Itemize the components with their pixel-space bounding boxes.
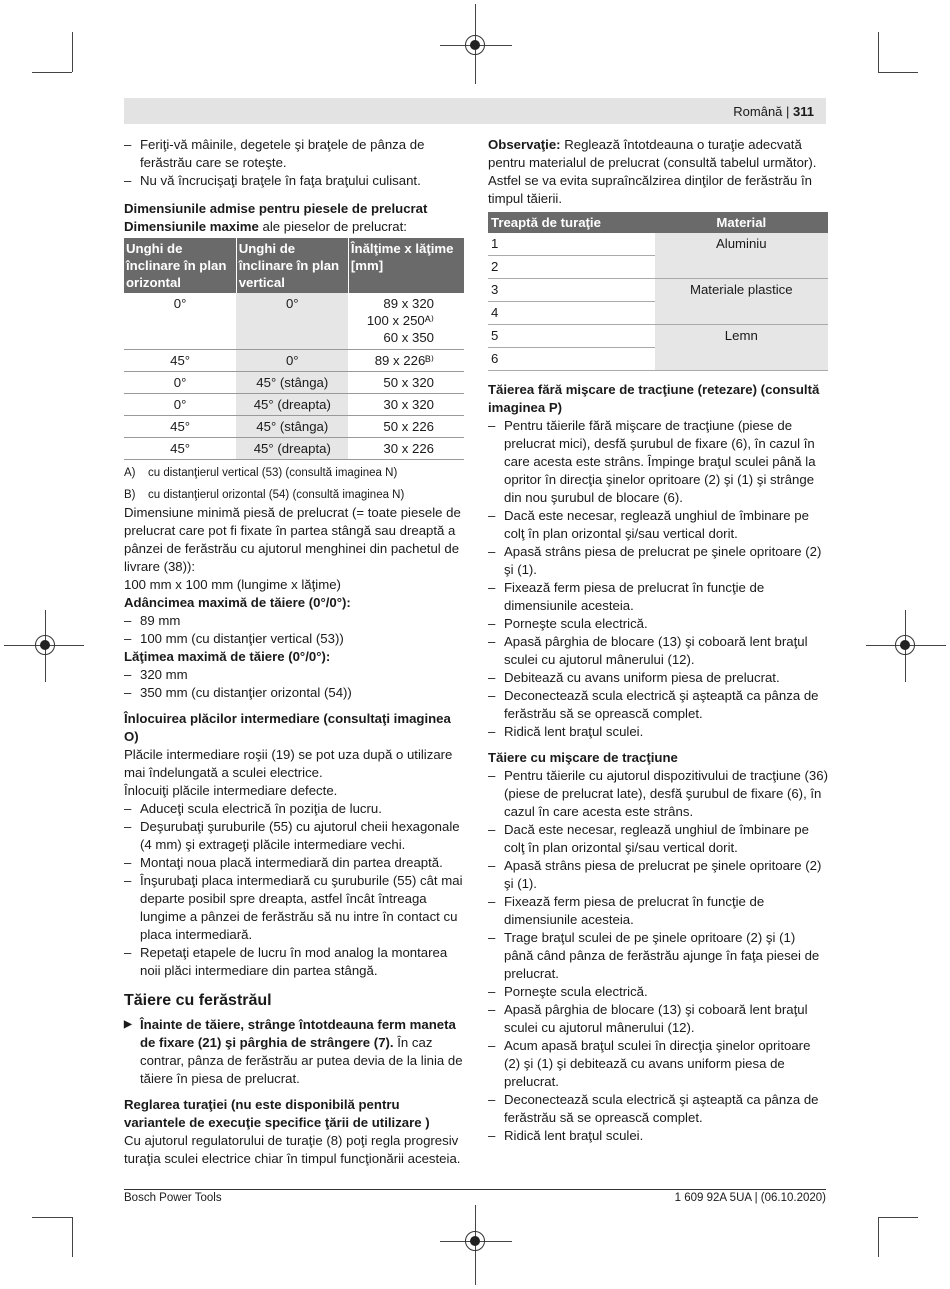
list-item: – Pentru tăierile fără mişcare de tracţiune (piese de prelucrat mici), desfă şurubul de fixare (6), în cazul în care acesta este strâns. Împinge braţul sculei până la opritor în direcţia şinelor opritoare (2) şi (1) şi strânge din nou şurubul de blocare (6).	[488, 417, 828, 507]
table-cell: 0°	[236, 293, 348, 349]
paragraph: 100 mm x 100 mm (lungime x lăţime)	[124, 576, 341, 592]
list-item: – 89 mm	[124, 612, 464, 630]
registration-mark-icon	[465, 35, 485, 55]
table-cell: 45°	[124, 415, 236, 437]
paragraph: Cu ajutorul regulatorului de turaţie (8) poţi regla progresiv turaţia sculei electrice chiar în timpul funcţionării acesteia.	[124, 1132, 461, 1166]
crop-mark	[32, 72, 72, 73]
list-item: – Înşurubaţi placa intermediară cu şuruburile (55) cât mai departe posibil spre dreapta, astfel încât întreaga lungime a pânzei de ferăstrău să nu intre în contact cu placa intermediară.	[124, 872, 464, 944]
table-cell: 45° (dreapta)	[236, 437, 348, 459]
list-item: – Ridică lent braţul sculei.	[488, 723, 828, 741]
footer-docid: 1 609 92A 5UA | (06.10.2020)	[674, 1192, 826, 1204]
table-cell: 5	[488, 325, 655, 348]
list-item: – Fixează ferm piesa de prelucrat în funcţie de dimensiunile acesteia.	[488, 579, 828, 615]
right-column	[488, 136, 828, 1145]
list-item: – Feriţi-vă mâinile, degetele şi braţele de pânza de ferăstrău care se roteşte.	[124, 136, 464, 172]
paragraph: Plăcile intermediare roşii (19) se pot uza după o utilizare mai îndelungată a sculei electrice.	[124, 746, 453, 780]
table-cell: 30 x 226	[348, 437, 464, 459]
crop-mark	[72, 32, 73, 72]
table-cell: 45° (dreapta)	[236, 393, 348, 415]
crop-mark	[72, 1217, 73, 1257]
table-cell: 89 x 226ᴮ⁾	[348, 349, 464, 371]
table-cell: 6	[488, 348, 655, 371]
registration-mark-icon	[35, 635, 55, 655]
list-item: – Deşurubaţi şuruburile (55) cu ajutorul cheii hexagonale (4 mm) şi extrageţi plăcile intermediare vechi.	[124, 818, 464, 854]
table-row	[124, 349, 464, 371]
registration-mark-icon	[895, 635, 915, 655]
table-footnote: A) cu distanţierul vertical (53) (consultă imaginea N)	[124, 466, 398, 479]
list-item: – Montaţi noua placă intermediară din partea dreaptă.	[124, 854, 464, 872]
table-row	[488, 279, 828, 302]
table-row	[488, 233, 828, 256]
table-row	[124, 393, 464, 415]
list-item: – Apasă strâns piesa de prelucrat pe şinele opritoare (2) şi (1).	[488, 543, 828, 579]
table-cell: 1	[488, 233, 655, 256]
list-item: – Deconectează scula electrică şi aşteaptă ca pânza de ferăstrău să se oprească complet.	[488, 687, 828, 723]
registration-mark-icon	[465, 1231, 485, 1251]
table-cell: 30 x 320	[348, 393, 464, 415]
table-cell: 0°	[236, 349, 348, 371]
paragraph: Dimensiune minimă piesă de prelucrat (= toate piesele de prelucrat care pot fi fixate în partea stângă sau dreaptă a pânzei de ferăstrău cu ajutorul menghinei din pachetul de livrare (38)):	[124, 504, 461, 574]
section-heading: Adâncimea maximă de tăiere (0°/0°):	[124, 594, 351, 610]
footer-brand: Bosch Power Tools	[124, 1192, 222, 1204]
table-header: Material	[655, 212, 828, 233]
table-cell: 45°	[124, 349, 236, 371]
list-item: – Dacă este necesar, reglează unghiul de îmbinare pe colţ în plan orizontal şi/sau vertical dorit.	[488, 821, 828, 857]
header-band	[124, 98, 826, 124]
footer-rule	[124, 1189, 826, 1190]
table-cell: Materiale plastice	[655, 279, 828, 325]
table-header: Unghi de înclinare în plan orizontal	[124, 238, 236, 293]
section-heading: Tăierea fără mişcare de tracţiune (retezare) (consultă imaginea P)	[488, 382, 820, 415]
dimensions-table	[124, 238, 464, 460]
list-item: – Ridică lent braţul sculei.	[488, 1127, 828, 1145]
warning-item: ▶ Înainte de tăiere, strânge întotdeauna ferm maneta de fixare (21) şi pârghia de strângere (7). În caz contrar, pânza de ferăstrău ar putea devia de la linia de tăiere în piesa de prelucrat.	[124, 1016, 464, 1088]
table-row	[488, 325, 828, 348]
table-cell: Lemn	[655, 325, 828, 371]
crop-mark	[32, 1217, 72, 1218]
table-row	[124, 371, 464, 393]
table-cell: 3	[488, 279, 655, 302]
list-item: – 100 mm (cu distanţier vertical (53))	[124, 630, 464, 648]
section-heading: Reglarea turaţiei (nu este disponibilă pentru variantele de execuţie specifice ţării de utilizare )	[124, 1096, 430, 1130]
table-cell: 45° (stânga)	[236, 415, 348, 437]
crop-mark	[878, 32, 879, 72]
crop-mark	[878, 72, 918, 73]
speed-table	[488, 212, 828, 371]
crop-mark	[878, 1217, 879, 1257]
list-item: – Pentru tăierile cu ajutorul dispozitivului de tracţiune (36) (piese de prelucrat late), desfă şurubul de fixare (6), în cazul în care acesta este strâns.	[488, 767, 828, 821]
list-item: – Acum apasă braţul sculei în direcţia şinelor opritoare (2) şi (1) şi debitează cu avans uniform piesa de prelucrat.	[488, 1037, 828, 1091]
table-cell: Aluminiu	[655, 233, 828, 279]
table-cell: 0°	[124, 371, 236, 393]
header-language: Română	[733, 104, 783, 119]
table-cell: 0°	[124, 393, 236, 415]
list-item: – 320 mm	[124, 666, 464, 684]
left-column	[124, 136, 464, 1168]
list-item: – Fixează ferm piesa de prelucrat în funcţie de dimensiunile acesteia.	[488, 893, 828, 929]
table-header: Unghi de înclinare în plan vertical	[236, 238, 348, 293]
list-item: – Apasă pârghia de blocare (13) şi coboară lent braţul sculei cu ajutorul mânerului (12).	[488, 633, 828, 669]
table-cell: 2	[488, 256, 655, 279]
list-item: – 350 mm (cu distanţier orizontal (54))	[124, 684, 464, 702]
page-header: Română | 311	[733, 104, 814, 119]
list-item: – Deconectează scula electrică şi aşteaptă ca pânza de ferăstrău să se oprească complet.	[488, 1091, 828, 1127]
table-row	[124, 293, 464, 349]
table-cell: 50 x 320	[348, 371, 464, 393]
paragraph: Dimensiunile maxime ale pieselor de prelucrat:	[124, 219, 407, 234]
list-item: – Debitează cu avans uniform piesa de prelucrat.	[488, 669, 828, 687]
paragraph: Observaţie: Reglează întotdeauna o turaţie adecvată pentru materialul de prelucrat (consultă tabelul următor). Astfel se va evita supraîncălzirea dinţilor de ferăstrău în timpul tăierii.	[488, 137, 817, 206]
section-heading: Lăţimea maximă de tăiere (0°/0°):	[124, 648, 331, 664]
table-header: Înălţime x lăţime [mm]	[348, 238, 464, 293]
list-item: – Repetaţi etapele de lucru în mod analog la montarea noii plăci intermediare din partea stângă.	[124, 944, 464, 980]
list-item: – Apasă pârghia de blocare (13) şi coboară lent braţul sculei cu ajutorul mânerului (12).	[488, 1001, 828, 1037]
table-row	[124, 437, 464, 459]
chapter-heading: Tăiere cu ferăstrăul	[124, 991, 272, 1009]
table-cell: 89 x 320 100 x 250ᴬ⁾ 60 x 350	[348, 293, 464, 349]
list-item: – Aduceţi scula electrică în poziţia de lucru.	[124, 800, 464, 818]
table-cell: 45° (stânga)	[236, 371, 348, 393]
table-cell: 50 x 226	[348, 415, 464, 437]
table-cell: 0°	[124, 293, 236, 349]
paragraph: Înlocuiţi plăcile intermediare defecte.	[124, 782, 338, 798]
table-header: Treaptă de turaţie	[488, 212, 655, 233]
list-item: – Porneşte scula electrică.	[488, 983, 828, 1001]
list-item: – Apasă strâns piesa de prelucrat pe şinele opritoare (2) şi (1).	[488, 857, 828, 893]
page-number: 311	[793, 104, 814, 119]
list-item: – Porneşte scula electrică.	[488, 615, 828, 633]
list-item: – Trage braţul sculei de pe şinele opritoare (2) şi (1) până când pânza de ferăstrău ajunge în faţa piesei de prelucrat.	[488, 929, 828, 983]
list-item: – Nu vă încrucişaţi braţele în faţa braţului culisant.	[124, 172, 464, 190]
table-row	[124, 415, 464, 437]
list-item: – Dacă este necesar, reglează unghiul de îmbinare pe colţ în plan orizontal şi/sau vertical dorit.	[488, 507, 828, 543]
section-heading: Înlocuirea plăcilor intermediare (consultaţi imaginea O)	[124, 710, 451, 744]
table-cell: 4	[488, 302, 655, 325]
crop-mark	[878, 1217, 918, 1218]
table-cell: 45°	[124, 437, 236, 459]
section-heading: Dimensiunile admise pentru piesele de prelucrat	[124, 201, 428, 216]
section-heading: Tăiere cu mişcare de tracţiune	[488, 750, 678, 765]
table-footnote: B) cu distanţierul orizontal (54) (consultă imaginea N)	[124, 488, 405, 501]
